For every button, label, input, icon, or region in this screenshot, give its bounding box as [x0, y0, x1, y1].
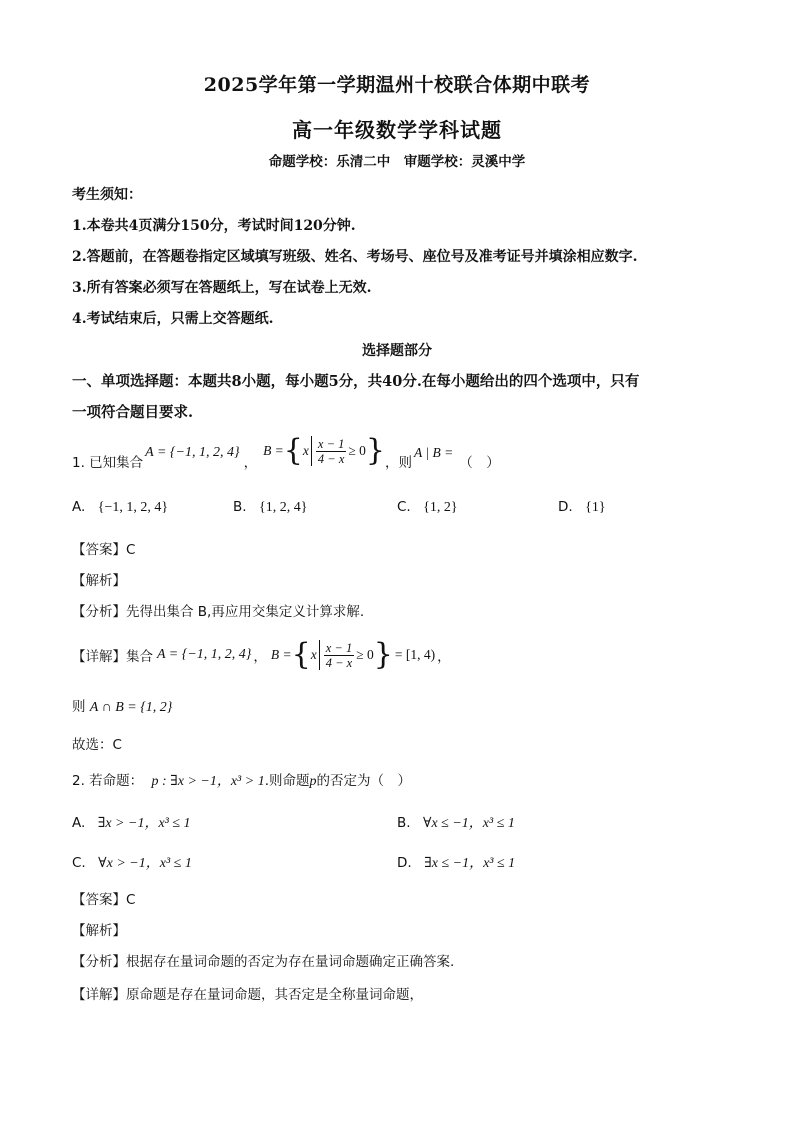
- q2-fenxi: 【分析】根据存在量词命题的否定为存在量词命题确定正确答案.: [72, 954, 455, 970]
- q1-conclusion: 则 A ∩ B = {1, 2}: [72, 699, 173, 715]
- question-1-stem: 1. 已知集合 A = {−1, 1, 2, 4} ， B = { x $\frac{x - 1}{4 - x}$ ≥ 0 } ，则 A | B = （ ）: [72, 433, 500, 471]
- q2-analysis-tag: 【解析】: [72, 923, 126, 939]
- q2-detail: 【详解】原命题是存在量词命题，其否定是全称量词命题，: [72, 987, 423, 1003]
- q1-analysis-tag: 【解析】: [72, 573, 126, 589]
- q2-option-a: A. ∃x > −1，x³ ≤ 1: [72, 815, 191, 831]
- q1-setA: A = {−1, 1, 2, 4}: [145, 445, 240, 460]
- q1-suffix: ，则: [385, 455, 413, 471]
- q2-option-c: C. ∀x > −1，x³ ≤ 1: [72, 855, 192, 871]
- section-instruction-line1: 一、单项选择题：本题共8小题，每小题5分，共40分.在每小题给出的四个选项中，只有: [72, 373, 640, 390]
- exam-title: 2025学年第一学期温州十校联合体期中联考: [203, 74, 591, 96]
- q2-option-d: D. ∃x ≤ −1，x³ ≤ 1: [397, 855, 516, 871]
- q2-answer: 【答案】C: [72, 892, 136, 908]
- q1-setB: B = { x $\frac{x - 1}{4 - x}$ ≥ 0 }: [263, 433, 386, 468]
- q1-paren: （ ）: [459, 455, 500, 471]
- exam-schools: 命题学校：乐清二中 审题学校：灵溪中学: [268, 154, 526, 170]
- q1-choose: 故选：C: [72, 737, 122, 753]
- notice-item-1: 1.本卷共4页满分150分，考试时间120分钟.: [72, 218, 356, 234]
- q1-fenxi: 【分析】先得出集合 B,再应用交集定义计算求解.: [72, 604, 365, 620]
- q1-answer: 【答案】C: [72, 542, 136, 558]
- q1-option-c: C. {1, 2}: [397, 499, 458, 515]
- q1-option-b: B. {1, 2, 4}: [233, 499, 308, 515]
- notice-item-3: 3.所有答案必须写在答题纸上，写在试卷上无效.: [72, 280, 372, 296]
- q1-option-d: D. {1}: [558, 499, 606, 515]
- q1-option-a: A. {−1, 1, 2, 4}: [72, 499, 169, 515]
- section-instruction-line2: 一项符合题目要求.: [72, 404, 194, 421]
- exam-subtitle: 高一年级数学学科试题: [292, 118, 502, 142]
- notice-heading: 考生须知：: [72, 187, 142, 203]
- section-title: 选择题部分: [362, 343, 432, 359]
- q1-prefix: 1. 已知集合: [72, 455, 144, 471]
- question-2-stem: 2. 若命题： p : ∃x > −1，x³ > 1.则命题p的否定为（ ）: [72, 773, 411, 789]
- q2-option-b: B. ∀x ≤ −1，x³ ≤ 1: [397, 815, 515, 831]
- notice-item-2: 2.答题前，在答题卷指定区域填写班级、姓名、考场号、座位号及准考证号并填涂相应数字.: [72, 249, 638, 265]
- q1-ask: A | B =: [414, 445, 454, 460]
- q1-detail: 【详解】 集合 A = {−1, 1, 2, 4} ， B = { x $\frac{x - 1}{4 - x}$ ≥ 0 } = [1, 4) ，: [72, 637, 451, 672]
- notice-item-4: 4.考试结束后，只需上交答题纸.: [72, 311, 274, 327]
